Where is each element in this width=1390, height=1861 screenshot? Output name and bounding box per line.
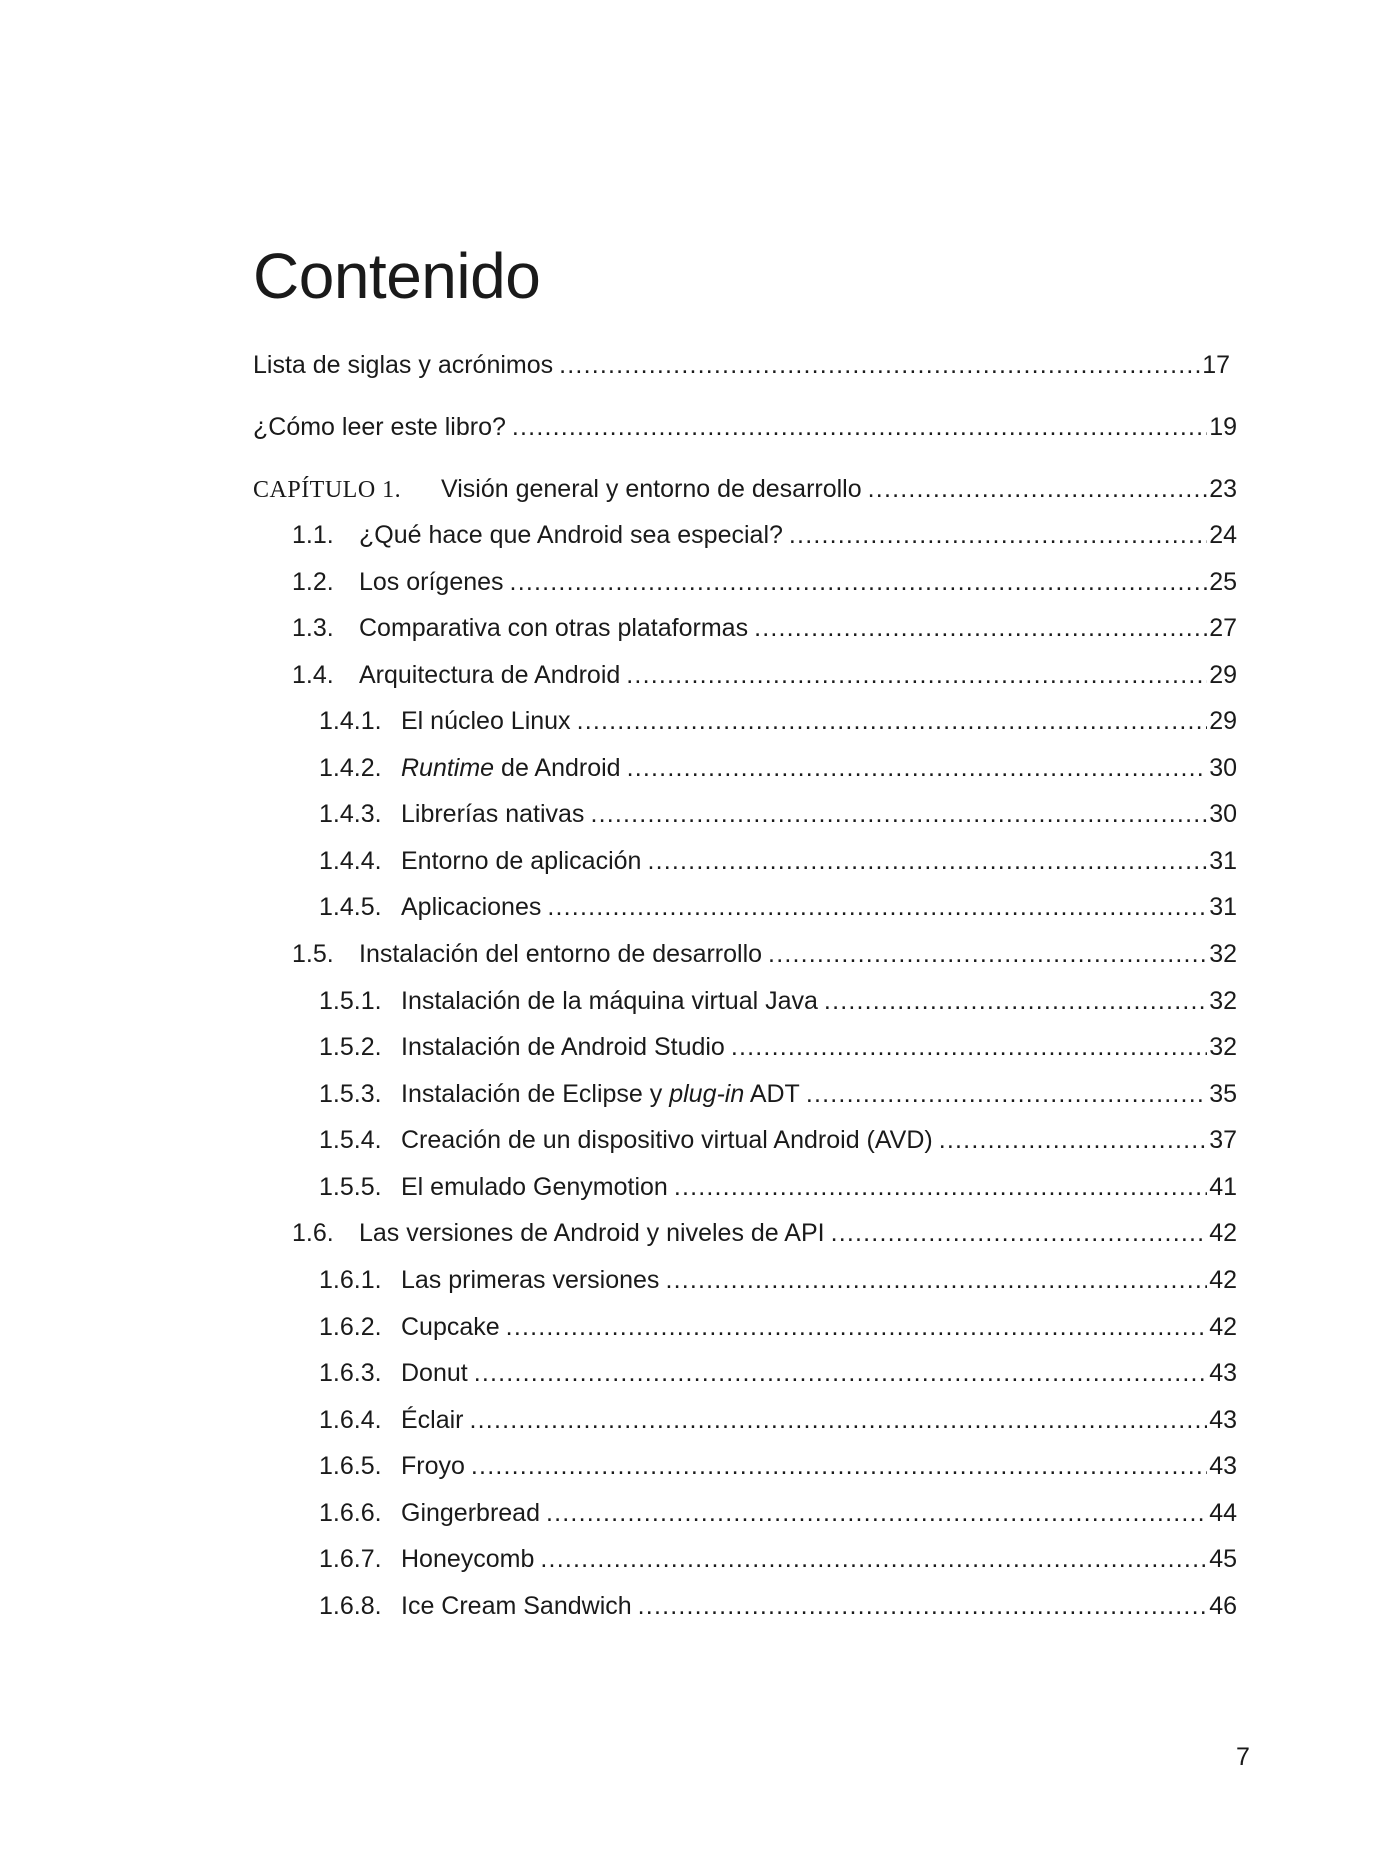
toc-entry-label: Instalación de Android Studio (401, 1033, 725, 1061)
dot-leader (512, 410, 1207, 444)
toc-entry-chapter[interactable] (253, 472, 1237, 507)
toc-entry[interactable] (292, 518, 1237, 552)
toc-entry-label: ¿Qué hace que Android sea especial? (359, 521, 783, 549)
toc-entry-label: Visión general y entorno de desarrollo (441, 475, 862, 503)
toc-entry-page: 32 (1209, 987, 1237, 1015)
toc-entry[interactable] (319, 1449, 1237, 1483)
toc-entry-label-italic: Runtime (401, 754, 495, 782)
toc-entry-number: 1.6.8. (319, 1592, 382, 1620)
toc-entry[interactable] (292, 611, 1237, 645)
dot-leader (665, 1263, 1207, 1297)
dot-leader (731, 1030, 1207, 1064)
toc-entry-page: 27 (1209, 614, 1237, 642)
page-title: Contenido (253, 240, 541, 312)
toc-entry[interactable] (292, 1216, 1237, 1250)
toc-entry-page: 30 (1209, 754, 1237, 782)
dot-leader (510, 565, 1208, 599)
toc-entry-page: 43 (1209, 1406, 1237, 1434)
dot-leader (789, 518, 1207, 552)
toc-entry-number: 1.4.4. (319, 847, 382, 875)
toc-entry-label (401, 751, 621, 785)
toc-entry-label (401, 1077, 800, 1111)
toc-entry-label: Las primeras versiones (401, 1266, 660, 1294)
toc-entry-number: 1.4.3. (319, 800, 382, 828)
toc-entry-label: Creación de un dispositivo virtual Android (AVD) (401, 1126, 933, 1154)
toc-entry-number: 1.6.2. (319, 1313, 382, 1341)
toc-entry[interactable] (319, 890, 1237, 924)
toc-entry-number: 1.2. (292, 568, 334, 596)
toc-entry-page: 45 (1209, 1545, 1237, 1573)
toc-entry[interactable] (319, 1356, 1237, 1390)
toc-entry-number: 1.6.6. (319, 1499, 382, 1527)
dot-leader (540, 1542, 1207, 1576)
toc-entry-page: 24 (1209, 521, 1237, 549)
dot-leader (626, 658, 1207, 692)
toc-entry[interactable] (319, 1496, 1237, 1530)
toc-entry-number: 1.4.2. (319, 754, 382, 782)
toc-entry-page: 43 (1209, 1452, 1237, 1480)
toc-entry-number: 1.5.3. (319, 1080, 382, 1108)
toc-entry[interactable] (319, 1077, 1237, 1111)
dot-leader (577, 704, 1208, 738)
dot-leader (754, 611, 1207, 645)
toc-entry-number: 1.6.1. (319, 1266, 382, 1294)
toc-entry[interactable] (319, 1170, 1237, 1204)
toc-entry-page: 31 (1209, 847, 1237, 875)
toc-entry-page: 41 (1209, 1173, 1237, 1201)
dot-leader (939, 1123, 1207, 1157)
toc-entry-label: El emulado Genymotion (401, 1173, 668, 1201)
toc-entry-number: 1.5.4. (319, 1126, 382, 1154)
page-number: 7 (1236, 1743, 1250, 1771)
toc-entry-label: Donut (401, 1359, 468, 1387)
toc-entry-label: Gingerbread (401, 1499, 540, 1527)
toc-entry[interactable] (319, 1123, 1237, 1157)
toc-entry-label: Arquitectura de Android (359, 661, 621, 689)
toc-entry-page: 30 (1209, 800, 1237, 828)
toc-entry-page: 46 (1209, 1592, 1237, 1620)
toc-entry-number: 1.6.4. (319, 1406, 382, 1434)
toc-entry[interactable] (319, 1542, 1237, 1576)
toc-entry-label: Los orígenes (359, 568, 504, 596)
dot-leader (638, 1589, 1208, 1623)
toc-entry[interactable] (319, 1030, 1237, 1064)
dot-leader (806, 1077, 1207, 1111)
toc-entry-page: 42 (1209, 1313, 1237, 1341)
toc-entry-label-pre: Instalación de Eclipse y (401, 1080, 670, 1108)
toc-entry-number: 1.4. (292, 661, 334, 689)
toc-entry-label-rest: de Android (494, 754, 621, 782)
toc-entry-number: 1.6.5. (319, 1452, 382, 1480)
toc-entry-label: Instalación de la máquina virtual Java (401, 987, 818, 1015)
toc-entry-number: 1.3. (292, 614, 334, 642)
toc-entry-label: ¿Cómo leer este libro? (253, 413, 506, 441)
toc-entry[interactable] (319, 1310, 1237, 1344)
toc-entry-number: 1.6. (292, 1219, 334, 1247)
toc-entry-page: 35 (1209, 1080, 1237, 1108)
toc-entry[interactable] (319, 1403, 1237, 1437)
dot-leader (590, 797, 1207, 831)
toc-entry[interactable] (292, 937, 1237, 971)
toc-entry-page: 17 (1202, 351, 1230, 379)
dot-leader (470, 1403, 1208, 1437)
toc-entry-label: Lista de siglas y acrónimos (253, 351, 554, 379)
toc-entry-number: 1.1. (292, 521, 334, 549)
toc-entry[interactable] (319, 1589, 1237, 1623)
toc-entry-page: 31 (1209, 893, 1237, 921)
toc-entry[interactable] (253, 348, 1230, 382)
toc-entry-page: 42 (1209, 1266, 1237, 1294)
toc-entry-label: Aplicaciones (401, 893, 542, 921)
toc-entry-label: Éclair (401, 1406, 464, 1434)
toc-entry-number: 1.5. (292, 940, 334, 968)
toc-entry-number: 1.4.5. (319, 893, 382, 921)
toc-entry-number: 1.5.2. (319, 1033, 382, 1061)
toc-entry[interactable] (319, 797, 1237, 831)
toc-entry-label: Froyo (401, 1452, 465, 1480)
toc-entry-label: Ice Cream Sandwich (401, 1592, 632, 1620)
toc-entry-number: 1.6.3. (319, 1359, 382, 1387)
dot-leader (546, 1496, 1207, 1530)
toc-entry-label: Las versiones de Android y niveles de API (359, 1219, 825, 1247)
toc-entry-label: Instalación del entorno de desarrollo (359, 940, 763, 968)
toc-entry-label: Honeycomb (401, 1545, 535, 1573)
dot-leader (474, 1356, 1207, 1390)
dot-leader (647, 844, 1207, 878)
toc-entry-number: 1.4.1. (319, 707, 382, 735)
toc-entry-page: 42 (1209, 1219, 1237, 1247)
dot-leader (824, 984, 1207, 1018)
toc-entry-page: 29 (1209, 661, 1237, 689)
toc-entry-number: CAPÍTULO 1. (253, 477, 402, 503)
toc-entry-page: 43 (1209, 1359, 1237, 1387)
toc-entry[interactable] (253, 410, 1237, 444)
dot-leader (868, 472, 1208, 506)
toc-entry-label: El núcleo Linux (401, 707, 571, 735)
toc-entry-label-italic: plug-in (669, 1080, 745, 1108)
toc-entry-label: Comparativa con otras plataformas (359, 614, 749, 642)
toc-entry[interactable] (319, 704, 1237, 738)
dot-leader (547, 890, 1207, 924)
toc-entry[interactable] (292, 658, 1237, 692)
toc-entry-number: 1.5.1. (319, 987, 382, 1015)
dot-leader (627, 751, 1208, 785)
dot-leader (506, 1310, 1208, 1344)
toc-entry-page: 23 (1209, 475, 1237, 503)
dot-leader (674, 1170, 1207, 1204)
toc-entry-page: 37 (1209, 1126, 1237, 1154)
toc-entry-page: 29 (1209, 707, 1237, 735)
toc-entry-number: 1.6.7. (319, 1545, 382, 1573)
toc-entry[interactable] (319, 1263, 1237, 1297)
toc-entry-page: 19 (1209, 413, 1237, 441)
toc-entry-label: Librerías nativas (401, 800, 585, 828)
toc-entry-page: 25 (1209, 568, 1237, 596)
toc-entry-page: 44 (1209, 1499, 1237, 1527)
toc-entry-label: Cupcake (401, 1313, 500, 1341)
toc-entry-label: Entorno de aplicación (401, 847, 642, 875)
dot-leader (471, 1449, 1207, 1483)
toc-entry-page: 32 (1209, 940, 1237, 968)
dot-leader (768, 937, 1207, 971)
toc-entry-number: 1.5.5. (319, 1173, 382, 1201)
dot-leader (559, 348, 1200, 382)
toc-entry-page: 32 (1209, 1033, 1237, 1061)
toc-entry[interactable] (319, 751, 1237, 785)
toc-entry[interactable] (319, 984, 1237, 1018)
toc-entry-label-rest: ADT (744, 1080, 800, 1108)
dot-leader (831, 1216, 1208, 1250)
toc-entry[interactable] (319, 844, 1237, 878)
toc-entry[interactable] (292, 565, 1237, 599)
